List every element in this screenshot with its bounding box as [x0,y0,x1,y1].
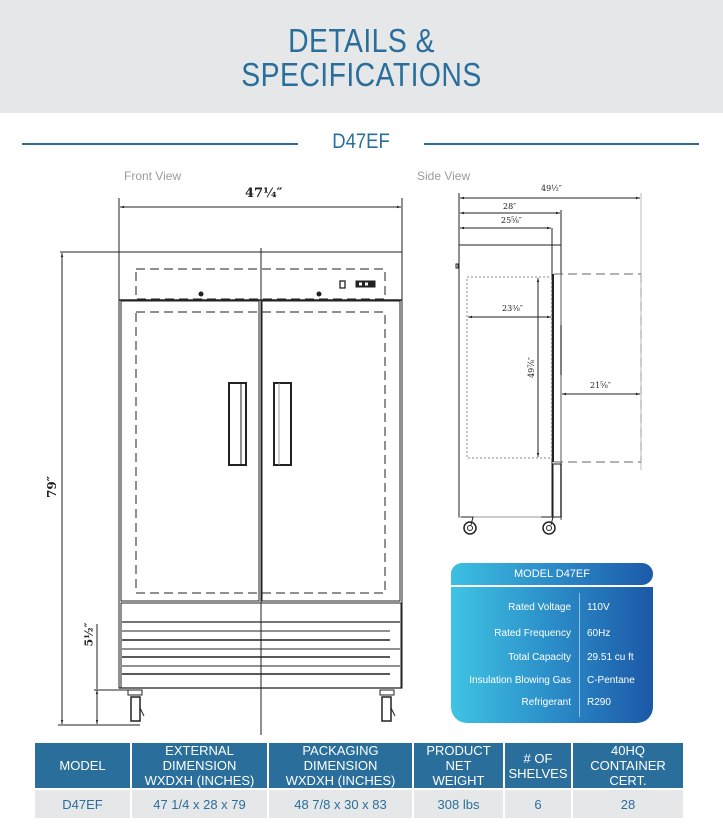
front-view-drawing [58,198,402,735]
cell-net-weight: 308 lbs [414,790,503,818]
spec-card-title: MODEL D47EF [451,563,653,585]
col-shelves: # OF SHELVES [505,743,571,788]
page-title-line-2: SPECIFICATIONS [241,56,482,93]
spec-label: Refrigerant [521,697,571,708]
dim-side-interior-height: 49⅞″ [526,357,536,378]
dim-side-overall: 49½″ [541,184,562,193]
col-container-cert: 40HQ CONTAINER CERT. [573,743,683,788]
col-external-dimension: EXTERNAL DIMENSION WXDXH (INCHES) [132,743,267,788]
spec-value: 29.51 cu ft [587,652,634,663]
col-net-weight: PRODUCT NET WEIGHT [414,743,503,788]
cell-container-cert: 28 [573,790,683,818]
spec-card [451,563,653,723]
spec-table [33,741,685,820]
cell-shelves: 6 [505,790,571,818]
spec-value: R290 [587,697,611,708]
spec-value: 60Hz [587,628,611,639]
cell-packaging-dimension: 48 7/8 x 30 x 83 [269,790,412,818]
spec-row-insulation [451,675,653,691]
col-packaging-dimension: PACKAGING DIMENSION WXDXH (INCHES) [269,743,412,788]
cell-external-dimension: 47 1/4 x 28 x 79 [132,790,267,818]
front-view-label: Front View [124,169,182,183]
spec-label: Insulation Blowing Gas [469,675,571,686]
dim-front-width: 47¼″ [245,186,283,201]
dim-front-base: 5½″ [82,622,96,647]
dim-side-depth: 28″ [503,202,517,211]
table-row [35,790,683,818]
spec-row-frequency [451,628,653,644]
side-view-label: Side View [417,169,471,183]
spec-card-body [451,587,653,723]
side-view-drawing [456,193,641,534]
page-title-line-1: DETAILS & [288,22,435,59]
spec-value: C-Pentane [587,675,635,686]
spec-value: 110V [587,602,610,613]
spec-label: Rated Voltage [508,602,571,613]
spec-row-refrigerant [451,697,653,713]
model-title: D47EF [332,130,390,153]
spec-label: Total Capacity [508,652,571,663]
spec-row-capacity [451,652,653,668]
dim-side-body: 25⅝″ [501,216,522,225]
dim-front-height: 79″ [45,475,60,499]
spec-row-voltage [451,602,653,618]
spec-label: Rated Frequency [494,628,571,639]
dim-side-door-swing: 21⅝″ [590,381,611,390]
cell-model: D47EF [35,790,130,818]
col-model: MODEL [35,743,130,788]
table-header-row [35,743,683,788]
dim-side-interior-depth: 23⅜″ [502,304,523,313]
